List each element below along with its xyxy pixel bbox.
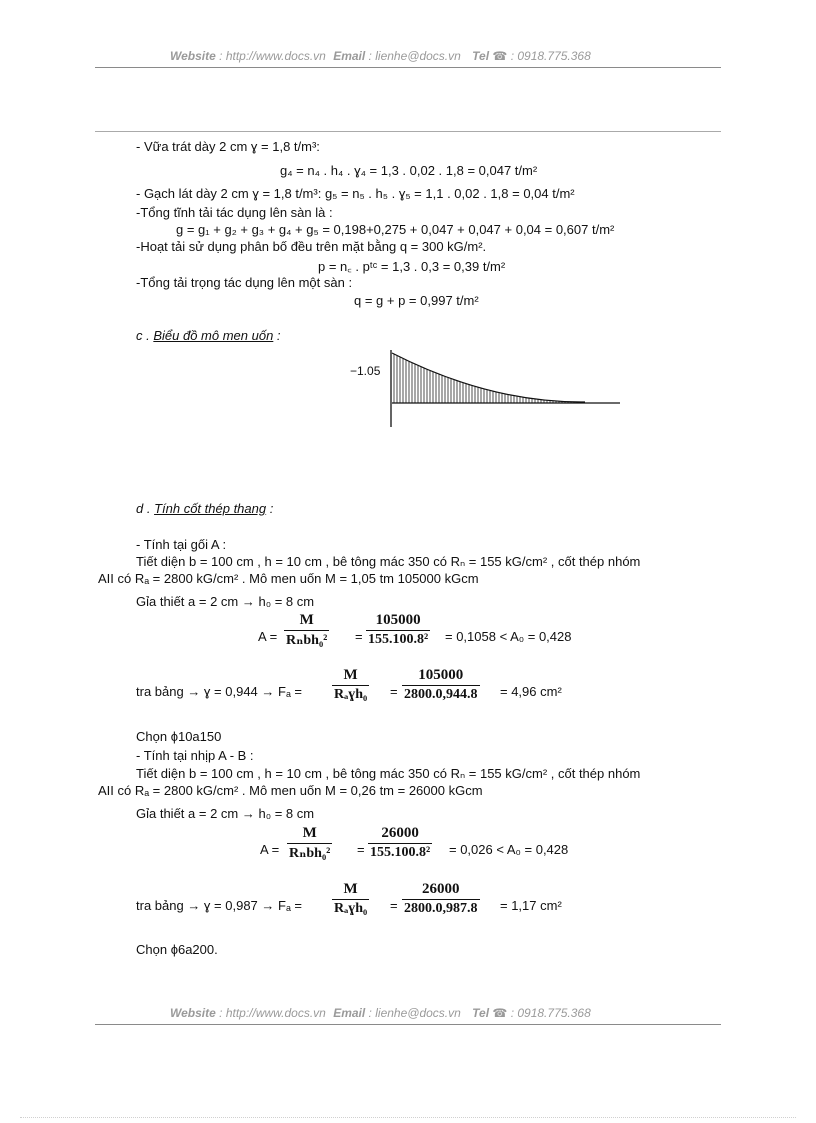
header-email-value[interactable]: lienhe@docs.vn	[375, 49, 461, 63]
footer-website-url[interactable]: http://www.docs.vn	[225, 1006, 326, 1020]
nhip-ab-F-lhs: tra bảng → ɣ = 0,987 → Fₐ =	[136, 898, 302, 913]
footer-sep: :	[215, 1006, 226, 1020]
goi-a-title: - Tính tại gối A :	[136, 537, 227, 552]
frac-numerator: 26000	[381, 825, 419, 841]
moment-diagram-hatching	[394, 354, 583, 403]
goi-a-line-3: Gỉa thiết a = 2 cm → h₀ = 8 cm	[136, 594, 315, 609]
goi-a-A-rhs: = 0,1058 < A₀ = 0,428	[445, 629, 572, 644]
header-rule	[95, 67, 721, 68]
goi-a-A-eq: =	[355, 629, 363, 644]
frac-numerator: M	[343, 881, 358, 897]
frac-denominator: Rₐɣh₀	[334, 687, 368, 702]
frac-numerator: 105000	[418, 667, 464, 683]
section-c-heading	[136, 328, 281, 343]
frac-denominator: 155.100.8²	[370, 845, 431, 860]
nhip-ab-A-eq: =	[357, 842, 365, 857]
frac-denominator: Rₙbh₀²	[287, 843, 332, 862]
frac-denominator: Rₐɣh₀	[334, 901, 368, 916]
section-c-suffix: :	[273, 328, 281, 343]
header-tel-value: : 0918.775.368	[507, 49, 591, 63]
frac-numerator: 105000	[375, 612, 421, 628]
footer-tel-label: Tel	[472, 1006, 490, 1020]
footer-bottom	[170, 1006, 591, 1020]
nhip-ab-title: - Tính tại nhịp A - B :	[136, 748, 254, 763]
nhip-ab-A-lhs: A =	[260, 842, 280, 857]
phone-icon: ☎	[492, 49, 508, 63]
footer-email-value[interactable]: lienhe@docs.vn	[375, 1006, 461, 1020]
header-top	[170, 49, 591, 63]
line-tong-tinh-tai: -Tổng tĩnh tải tác dụng lên sàn là :	[136, 205, 333, 220]
goi-a-F-lhs: tra bảng → ɣ = 0,944 → Fₐ =	[136, 684, 302, 699]
frac-numerator: M	[302, 825, 317, 841]
page-bottom-dotted-rule	[20, 1117, 796, 1118]
line-q: q = g + p = 0,997 t/m²	[354, 293, 479, 308]
header-email-label: Email	[333, 49, 366, 63]
goi-a-line-2: AII có Rₐ = 2800 kG/cm² . Mô men uốn M = 1,05 tm 105000 kGcm	[98, 571, 479, 586]
frac-numerator: M	[299, 612, 314, 628]
moment-diagram	[380, 345, 630, 430]
section-d-suffix: :	[266, 501, 274, 516]
nhip-ab-line-1: Tiết diện b = 100 cm , h = 10 cm , bê tông mác 350 có Rₙ = 155 kG/cm² , cốt thép nhóm	[136, 766, 641, 781]
header-website-label: Website	[170, 49, 216, 63]
header-website-url[interactable]: http://www.docs.vn	[225, 49, 326, 63]
goi-a-F-frac-1	[332, 667, 369, 703]
nhip-ab-F-frac-1	[332, 881, 369, 917]
line-hoat-tai: -Hoạt tải sử dụng phân bố đều trên mặt bằng q = 300 kG/m².	[136, 239, 487, 254]
nhip-ab-choice: Chọn ϕ6a200.	[136, 942, 218, 957]
header-sep: :	[215, 49, 226, 63]
phone-icon: ☎	[492, 1006, 508, 1020]
nhip-ab-F-eq: =	[390, 898, 398, 913]
frac-denominator: Rₙbh₀²	[284, 630, 329, 649]
nhip-ab-A-frac-2	[368, 825, 432, 861]
line-g4: g₄ = n₄ . h₄ . ɣ₄ = 1,3 . 0,02 . 1,8 = 0,047 t/m²	[280, 163, 538, 178]
goi-a-A-lhs: A =	[258, 629, 278, 644]
nhip-ab-F-rhs: = 1,17 cm²	[500, 898, 562, 913]
nhip-ab-A-frac-1	[287, 825, 332, 862]
header-sep: :	[365, 49, 376, 63]
nhip-ab-line-3: Gỉa thiết a = 2 cm → h₀ = 8 cm	[136, 806, 315, 821]
goi-a-A-frac-1	[284, 612, 329, 649]
footer-rule	[95, 1024, 721, 1025]
section-d-title: Tính cốt thép thang	[154, 501, 267, 516]
goi-a-choice: Chọn ϕ10a150	[136, 729, 222, 744]
nhip-ab-line-2: AII có Rₐ = 2800 kG/cm² . Mô men uốn M = 0,26 tm = 26000 kGcm	[98, 783, 483, 798]
section-d-heading	[136, 501, 273, 516]
goi-a-A-frac-2	[366, 612, 430, 648]
moment-diagram-label: −1.05	[350, 364, 381, 378]
line-gach-lat: - Gạch lát dày 2 cm ɣ = 1,8 t/m³: g₅ = n₅ . h₅ . ɣ₅ = 1,1 . 0,02 . 1,8 = 0,04 t/m²	[136, 186, 575, 201]
line-vua-trat: - Vữa trát dày 2 cm ɣ = 1,8 t/m³:	[136, 139, 320, 154]
footer-tel-value: : 0918.775.368	[507, 1006, 591, 1020]
goi-a-F-rhs: = 4,96 cm²	[500, 684, 562, 699]
line-p: p = n꜀ . pᵗᶜ = 1,3 . 0,3 = 0,39 t/m²	[318, 259, 506, 274]
footer-email-label: Email	[333, 1006, 366, 1020]
goi-a-F-eq: =	[390, 684, 398, 699]
line-g-sum: g = g₁ + g₂ + g₃ + g₄ + g₅ = 0,198+0,275 + 0,047 + 0,047 + 0,04 = 0,607 t/m²	[176, 222, 615, 237]
content-top-rule	[95, 131, 721, 132]
goi-a-line-1: Tiết diện b = 100 cm , h = 10 cm , bê tông mác 350 có Rₙ = 155 kG/cm² , cốt thép nhóm	[136, 554, 641, 569]
nhip-ab-A-rhs: = 0,026 < A₀ = 0,428	[449, 842, 569, 857]
section-c-prefix: c .	[136, 328, 154, 343]
frac-numerator: M	[343, 667, 358, 683]
footer-sep: :	[365, 1006, 376, 1020]
frac-numerator: 26000	[422, 881, 460, 897]
footer-website-label: Website	[170, 1006, 216, 1020]
goi-a-F-frac-2	[402, 667, 480, 703]
line-tong-tai-trong: -Tổng tải trọng tác dụng lên một sàn :	[136, 275, 353, 290]
frac-denominator: 2800.0,987.8	[404, 901, 478, 916]
section-d-prefix: d .	[136, 501, 155, 516]
frac-denominator: 155.100.8²	[368, 632, 429, 647]
frac-denominator: 2800.0,944.8	[404, 687, 478, 702]
section-c-title: Biểu đồ mô men uốn	[153, 328, 274, 343]
header-tel-label: Tel	[472, 49, 490, 63]
nhip-ab-F-frac-2	[402, 881, 480, 917]
